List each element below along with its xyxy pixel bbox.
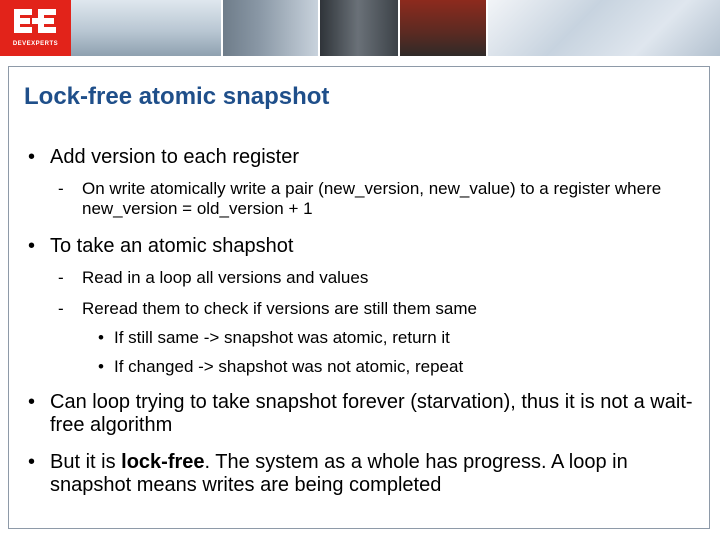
dash-icon: - [58, 179, 64, 198]
lock-free-emphasis: lock-free [121, 451, 205, 473]
dash-icon: - [58, 299, 64, 318]
text-segment: . The system as a whole has progress. A loop in snapshot means writes are being completed [50, 451, 628, 496]
bullet-text: Can loop trying to take snapshot forever (starvation), thus it is not a wait-free algorithm [50, 391, 693, 436]
bullet-text: To take an atomic shapshot [50, 235, 294, 257]
bullet-dot-icon: • [28, 146, 36, 168]
dash-icon: - [58, 268, 64, 287]
sub-bullet-text: Reread them to check if versions are still them same [82, 299, 477, 318]
bullet-dot-icon: • [28, 391, 36, 413]
bullet-dot-icon: • [98, 328, 104, 347]
bullet-text: Add version to each register [50, 146, 300, 168]
text-segment: But it is [50, 451, 122, 473]
sub-sub-bullet-text: If changed -> shapshot was not atomic, repeat [114, 357, 464, 376]
logo-text: DEVEXPERTS [12, 41, 59, 47]
slide-title: Lock-free atomic snapshot [24, 83, 330, 110]
bullet-dot-icon: • [98, 357, 104, 376]
sub-sub-bullet-text: If still same -> snapshot was atomic, return it [114, 328, 450, 347]
sub-bullet-text: On write atomically write a pair (new_version, new_value) to a register where new_version = old_version + 1 [82, 179, 662, 218]
bullet-dot-icon: • [28, 451, 36, 473]
bullet-dot-icon: • [28, 235, 36, 257]
sub-bullet-text: Read in a loop all versions and values [82, 268, 369, 287]
bullet-text [50, 451, 710, 497]
